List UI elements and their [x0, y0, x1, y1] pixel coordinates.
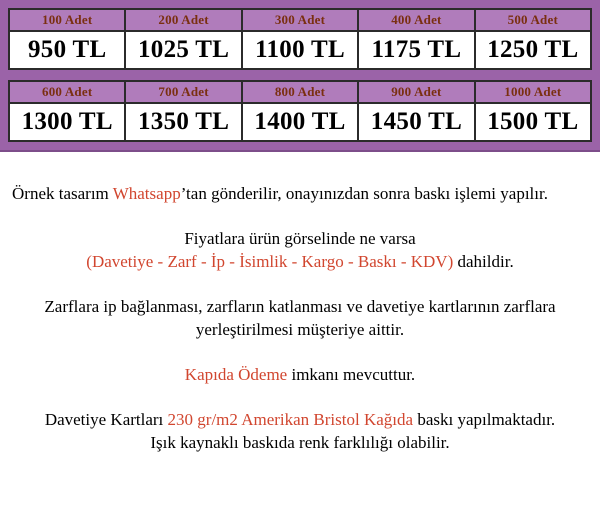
quantity-label: 800 Adet — [243, 82, 357, 104]
quantity-label: 400 Adet — [359, 10, 473, 32]
notes-section — [0, 152, 600, 454]
note-text: dahildir. — [453, 252, 514, 271]
note-highlight-paper: 230 gr/m2 Amerikan Bristol Kağıda — [167, 410, 414, 429]
price-cell-100 — [10, 10, 126, 68]
quantity-label: 100 Adet — [10, 10, 124, 32]
price-value: 1025 TL — [137, 36, 230, 63]
note-text: Örnek tasarım — [12, 184, 113, 203]
note-highlight-payment: Kapıda Ödeme — [184, 365, 288, 384]
price-value: 1450 TL — [370, 108, 463, 135]
note-text: imkanı mevcuttur. — [287, 365, 416, 384]
price-value: 1350 TL — [137, 108, 230, 135]
price-cell-700 — [126, 82, 242, 140]
note-text: Davetiye Kartları — [44, 410, 168, 429]
note-included-items — [10, 227, 590, 273]
quantity-label: 300 Adet — [243, 10, 357, 32]
price-value: 1500 TL — [487, 108, 579, 135]
price-table-row — [8, 8, 592, 70]
price-cell-800 — [243, 82, 359, 140]
note-color-disclaimer: Işık kaynaklı baskıda renk farklılığı olabilir. — [150, 433, 450, 452]
quantity-label: 200 Adet — [126, 10, 240, 32]
note-highlight-included: (Davetiye - Zarf - İp - İsimlik - Kargo - Baskı - KDV) — [86, 252, 454, 271]
price-table-row — [8, 80, 592, 142]
price-cell-600 — [10, 82, 126, 140]
price-cell-400 — [359, 10, 475, 68]
quantity-label: 900 Adet — [359, 82, 473, 104]
price-value: 1400 TL — [254, 108, 346, 135]
price-value: 950 TL — [27, 36, 107, 63]
price-value: 1250 TL — [487, 36, 579, 63]
note-whatsapp — [10, 182, 590, 205]
quantity-label: 700 Adet — [126, 82, 240, 104]
note-text: baskı yapılmaktadır. — [413, 410, 556, 429]
quantity-label: 1000 Adet — [476, 82, 590, 104]
note-cash-on-delivery — [10, 363, 590, 386]
quantity-label: 600 Adet — [10, 82, 124, 104]
price-cell-300 — [243, 10, 359, 68]
price-cell-200 — [126, 10, 242, 68]
price-value: 1100 TL — [255, 36, 345, 63]
price-value: 1175 TL — [371, 36, 462, 63]
note-highlight-whatsapp: Whatsapp — [112, 184, 181, 203]
price-cell-500 — [476, 10, 590, 68]
price-cell-1000 — [476, 82, 590, 140]
note-text: Fiyatlara ürün görselinde ne varsa — [184, 229, 416, 248]
note-text: ’tan gönderilir, onayınızdan sonra baskı işlemi yapılır. — [180, 184, 548, 203]
price-table-panel — [0, 0, 600, 152]
note-customer-responsibility: Zarflara ip bağlanması, zarfların katlanması ve davetiye kartlarının zarflara yerleştirilmesi müşteriye aittir. — [44, 297, 556, 339]
quantity-label: 500 Adet — [476, 10, 590, 32]
price-cell-900 — [359, 82, 475, 140]
note-paper-type — [10, 408, 590, 454]
price-value: 1300 TL — [21, 108, 113, 135]
